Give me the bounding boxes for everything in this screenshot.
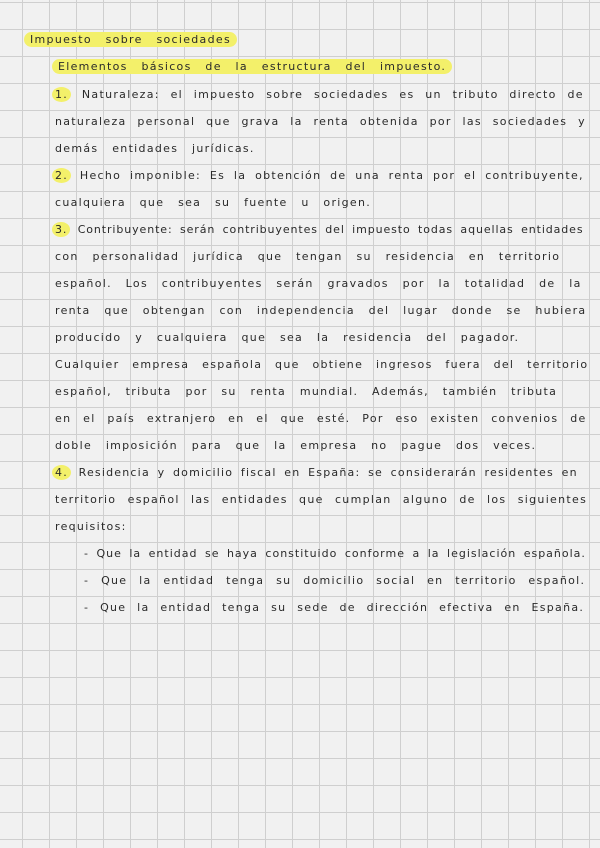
section-4-line-1: 4. Residencia y domicilio fiscal en España: se considerarán residentes en bbox=[52, 466, 578, 480]
section-3-line-6: Cualquier empresa española que obtiene ingresos fuera del territorio bbox=[55, 358, 589, 371]
section-1-line-1: 1. Naturaleza: el impuesto sobre sociedades es un tributo directo de bbox=[52, 88, 584, 102]
section-4-line-3: requisitos: bbox=[55, 520, 127, 533]
section-3-line-8: en el país extranjero en el que esté. Por eso existen convenios de bbox=[55, 412, 587, 425]
section-3-line-9: doble imposición para que la empresa no pague dos veces. bbox=[55, 439, 537, 452]
section-label: Contribuyente: bbox=[77, 223, 173, 236]
section-2-line-1: 2. Hecho imponible: Es la obtención de una renta por el contribuyente, bbox=[52, 169, 584, 183]
section-3-line-4: renta que obtengan con independencia del lugar donde se hubiera bbox=[55, 304, 587, 317]
requisito-item: - Que la entidad tenga su sede de dirección efectiva en España. bbox=[84, 601, 585, 614]
requisito-item: - Que la entidad tenga su domicilio social en territorio español. bbox=[84, 574, 586, 587]
section-number: 1. bbox=[52, 87, 71, 102]
section-3-line-2: con personalidad jurídica que tengan su residencia en territorio bbox=[55, 250, 561, 263]
section-1-line-2: naturaleza personal que grava la renta obtenida por las sociedades y bbox=[55, 115, 586, 128]
section-2-line-2: cualquiera que sea su fuente u origen. bbox=[55, 196, 372, 209]
section-number: 2. bbox=[52, 168, 71, 183]
section-number: 4. bbox=[52, 465, 71, 480]
section-3-line-3: español. Los contribuyentes serán gravados por la totalidad de la bbox=[55, 277, 582, 290]
page-subtitle: Elementos básicos de la estructura del impuesto. bbox=[52, 60, 452, 74]
section-label: Naturaleza: bbox=[81, 88, 160, 101]
section-3-line-5: producido y cualquiera que sea la residencia del pagador. bbox=[55, 331, 520, 344]
section-label: Residencia y domicilio fiscal en España: bbox=[78, 466, 361, 479]
section-3-line-7: español, tributa por su renta mundial. Además, también tributa bbox=[55, 385, 558, 398]
requisito-item: - Que la entidad se haya constituido conforme a la legislación española. bbox=[84, 547, 586, 560]
section-number: 3. bbox=[52, 222, 70, 237]
section-1-line-3: demás entidades jurídicas. bbox=[55, 142, 255, 155]
section-label: Hecho imponible: bbox=[79, 169, 202, 182]
section-3-line-1: 3. Contribuyente: serán contribuyentes del impuesto todas aquellas entidades bbox=[52, 223, 583, 237]
page-title: Impuesto sobre sociedades bbox=[24, 33, 237, 47]
section-4-line-2: territorio español las entidades que cumplan alguno de los siguientes bbox=[55, 493, 588, 506]
